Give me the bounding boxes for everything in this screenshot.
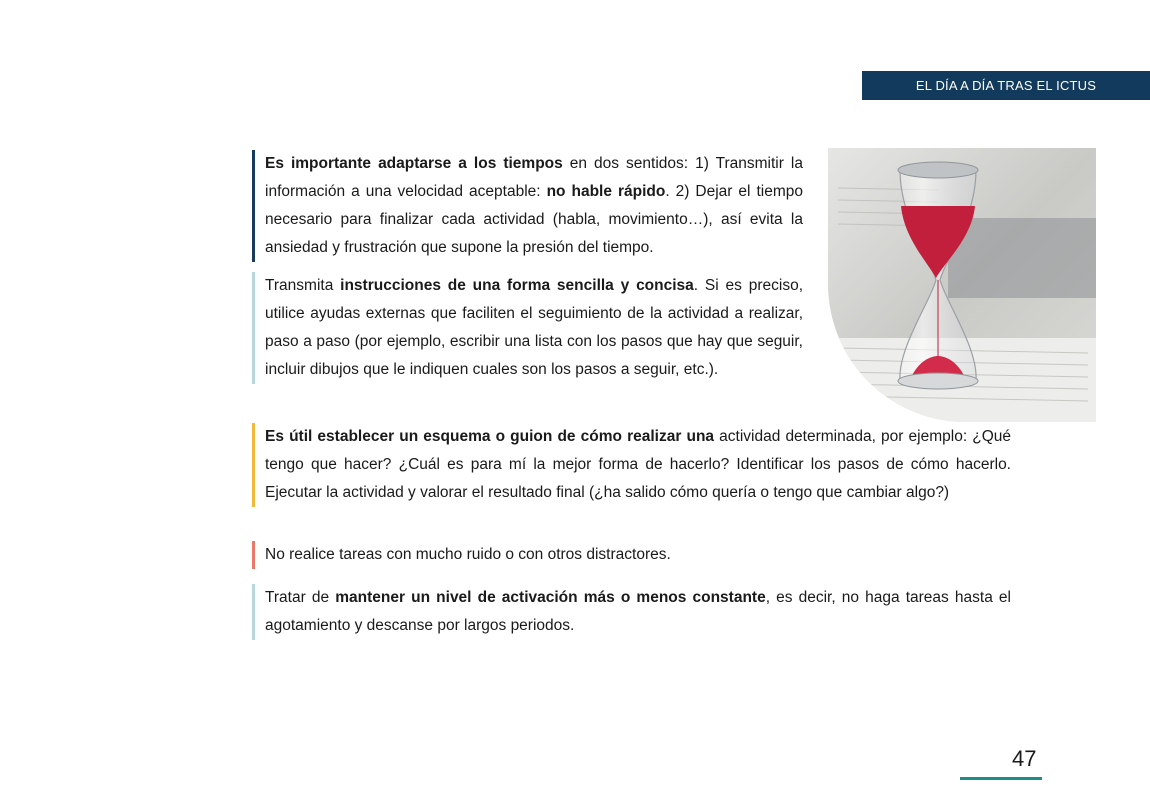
emphasis-text: Es útil establecer un esquema o guion de cómo realizar una xyxy=(265,428,715,445)
paragraph-activation-level xyxy=(252,584,1011,640)
emphasis-text: instrucciones de una forma sencilla y concisa xyxy=(340,277,694,294)
emphasis-text: Es importante adaptarse a los tiempos xyxy=(265,155,563,172)
body-text: No realice tareas con mucho ruido o con otros distractores. xyxy=(265,546,671,563)
body-text: , es decir, no haga tareas hasta el agotamiento y descanse por largos periodos. xyxy=(265,589,1011,634)
body-text: Transmita xyxy=(265,277,341,294)
paragraph-avoid-noise xyxy=(252,541,1011,569)
hourglass-photo xyxy=(828,148,1096,422)
body-text: . Si es preciso, utilice ayudas externas que faciliten el seguimiento de la actividad a realizar, paso a paso (por ejemplo, escribir una lista con los pasos que hay que seguir, incluir dibujos que le indiquen cuales son los pasos a seguir, etc.). xyxy=(265,277,803,378)
footer-rule xyxy=(960,777,1042,780)
body-text: actividad determinada, por ejemplo: ¿Qué tengo que hacer? ¿Cuál es para mí la mejor forma de hacerlo? Identificar los pasos de cómo hacerlo. Ejecutar la actividad y valorar el resultado final (¿ha salido cómo quería o tengo que cambiar algo?) xyxy=(265,428,1011,501)
body-text: . 2) Dejar el tiempo necesario para finalizar cada actividad (habla, movimiento…), así evita la ansiedad y frustración que supone la presión del tiempo. xyxy=(265,183,803,256)
paragraph-simple-instructions xyxy=(252,272,803,384)
body-text: en dos sentidos: 1) Transmitir la información a una velocidad aceptable: xyxy=(265,155,803,200)
section-header xyxy=(862,71,1150,100)
body-text: Tratar de xyxy=(265,589,336,606)
emphasis-text: no hable rápido xyxy=(546,183,666,200)
paragraph-task-scheme xyxy=(252,423,1011,507)
emphasis-text: mantener un nivel de activación más o menos constante xyxy=(335,589,766,606)
page-number: 47 xyxy=(1012,746,1037,771)
section-title: EL DÍA A DÍA TRAS EL ICTUS xyxy=(915,78,1097,93)
paragraph-time-adaptation xyxy=(252,150,803,262)
